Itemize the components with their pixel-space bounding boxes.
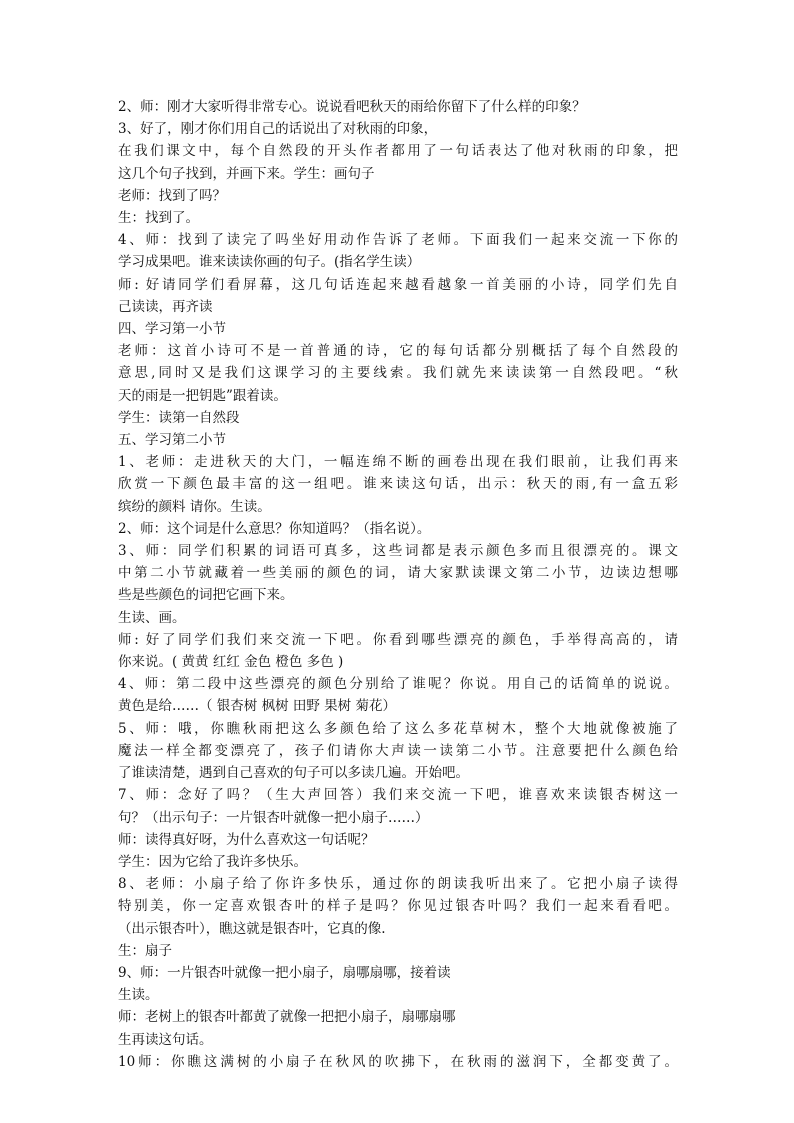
text-line: 3、师：同学们积累的词语可真多，这些词都是表示颜色多而且很漂亮的。课文 xyxy=(118,543,678,560)
text-line: 4、师：第二段中这些漂亮的颜色分别给了谁呢？你说。用自己的话简单的说说。 xyxy=(118,676,678,693)
text-line: 意思,同时又是我们这课学习的主要线索。我们就先来读读第一自然段吧。“秋 xyxy=(118,365,678,382)
text-line: 4、师：找到了读完了吗坐好用动作告诉了老师。下面我们一起来交流一下你的 xyxy=(118,232,678,249)
text-line: 己读读，再齐读 xyxy=(118,298,213,315)
text-line: 9、师：一片银杏叶就像一把小扇子，扇哪扇哪，接着读 xyxy=(118,964,451,981)
text-line: 8、老师：小扇子给了你许多快乐，通过你的朗读我听出来了。它把小扇子读得 xyxy=(118,876,678,893)
text-line: 生：找到了。 xyxy=(118,210,199,227)
text-line: 了谁读清楚，遇到自己喜欢的句子可以多读几遍。开始吧。 xyxy=(118,765,469,782)
text-line: 特别美，你一定喜欢银杏叶的样子是吗？你见过银杏叶吗？我们一起来看看吧。 xyxy=(118,898,678,915)
text-line: 老师：找到了吗？ xyxy=(118,187,226,204)
text-line: 黄色是给……（ 银杏树 枫树 田野 果树 菊花） xyxy=(118,698,396,715)
text-line: （出示银杏叶），瞧这就是银杏叶，它真的像. xyxy=(118,920,386,937)
text-line: 师：老树上的银杏叶都黄了就像一把把小扇子，扇哪扇哪 xyxy=(118,1009,456,1026)
text-line: 欣赏一下颜色最丰富的这一组吧。谁来读这句话，出示：秋天的雨,有一盒五彩 xyxy=(118,476,678,493)
text-line: 在我们课文中，每个自然段的开头作者都用了一句话表达了他对秋雨的印象，把 xyxy=(118,143,678,160)
text-line: 2、师：这个词是什么意思？你知道吗？（指名说）。 xyxy=(118,520,431,537)
text-line: 这几个句子找到，并画下来。学生：画句子 xyxy=(118,165,375,182)
text-line: 学生：读第一自然段 xyxy=(118,409,240,426)
text-line: 魔法一样全都变漂亮了，孩子们请你大声读一读第二小节。注意要把什么颜色给 xyxy=(118,742,678,759)
text-line: 5、师：哦，你瞧秋雨把这么多颜色给了这么多花草树木，整个大地就像被施了 xyxy=(118,720,678,737)
text-line: 生再读这句话。 xyxy=(118,1031,213,1048)
text-line: 天的雨是一把钥匙”跟着读。 xyxy=(118,387,287,404)
text-line: 中第二小节就藏着一些美丽的颜色的词，请大家默读课文第二小节，边读边想哪 xyxy=(118,565,678,582)
text-line: 缤纷的颜料 请你。生读。 xyxy=(118,498,271,515)
text-line: 师: 好了同学们我们来交流一下吧。你看到哪些漂亮的颜色，手举得高高的，请 xyxy=(118,631,678,648)
text-line: 10师：你瞧这满树的小扇子在秋风的吹拂下，在秋雨的滋润下，全都变黄了。 xyxy=(118,1053,678,1070)
text-line: 2、师：刚才大家听得非常专心。说说看吧秋天的雨给你留下了什么样的印象？ xyxy=(118,99,586,115)
text-line: 五、学习第二小节 xyxy=(118,432,226,449)
text-line: 师：读得真好呀，为什么喜欢这一句话呢？ xyxy=(118,831,375,848)
text-line: 老师：这首小诗可不是一首普通的诗，它的每句话都分别概括了每个自然段的 xyxy=(118,343,678,360)
text-line: 学习成果吧。谁来读读你画的句子。(指名学生读） xyxy=(118,254,421,271)
document-body xyxy=(118,96,678,1073)
text-line: 生读。 xyxy=(118,987,159,1004)
text-line: 些是些颜色的词把它画下来。 xyxy=(118,587,294,604)
text-line: 师: 好请同学们看屏幕，这几句话连起来越看越象一首美丽的小诗，同学们先自 xyxy=(118,276,678,293)
text-line: 1、老师：走进秋天的大门，一幅连绵不断的画卷出现在我们眼前，让我们再来 xyxy=(118,454,678,471)
text-line: 7、师：念好了吗？（生大声回答）我们来交流一下吧，谁喜欢来读银杏树这一 xyxy=(118,787,678,804)
text-line: 你来说。( 黄黄 红红 金色 橙色 多色 ) xyxy=(118,654,344,671)
text-line: 学生：因为它给了我许多快乐。 xyxy=(118,853,307,870)
text-line: 句？（出示句子：一片银杏叶就像一把小扇子……） xyxy=(118,809,429,826)
text-line: 生读、画。 xyxy=(118,609,186,626)
text-line: 3、好了，刚才你们用自己的话说出了对秋雨的印象， xyxy=(118,121,438,138)
text-line: 生：扇子 xyxy=(118,942,172,959)
text-line: 四、学习第一小节 xyxy=(118,321,226,338)
